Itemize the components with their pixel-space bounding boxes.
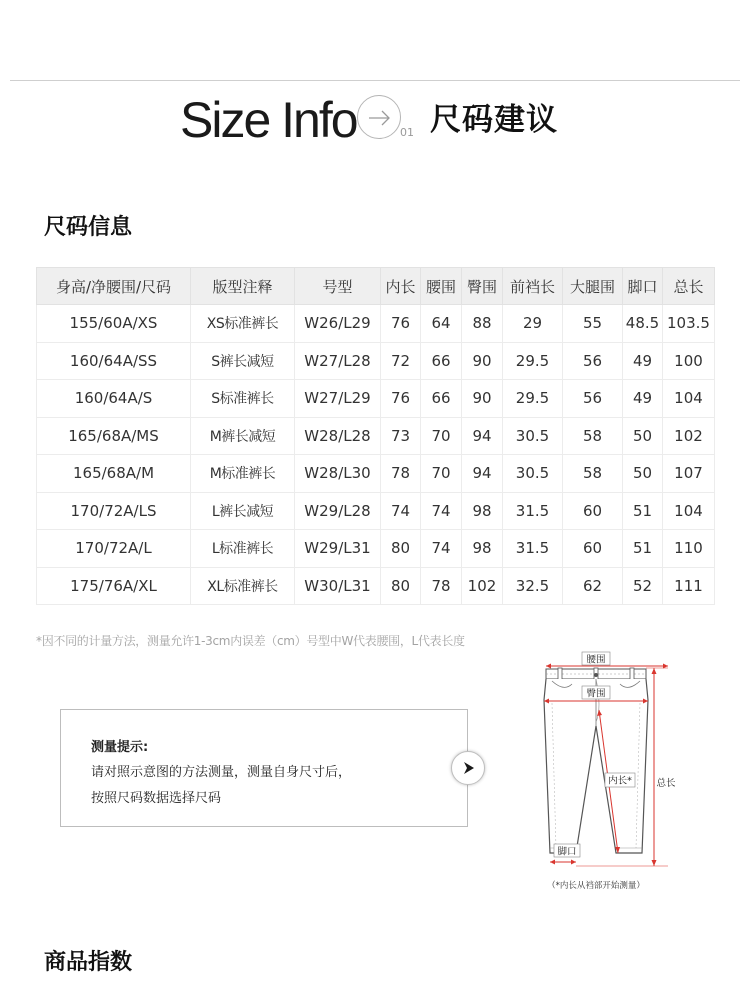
hem-label: 脚口 (557, 846, 577, 858)
cell-hem: 49 (623, 380, 663, 418)
measurement-footnote: *因不同的计量方法，测量允许1-3cm内误差（cm）号型中W代表腰围，L代表长度 (36, 634, 465, 648)
cell-thigh: 55 (563, 305, 623, 343)
cell-size-code: W28/L30 (295, 455, 381, 493)
pants-illustration (532, 648, 692, 898)
cell-hip: 98 (462, 530, 503, 568)
cell-inseam: 74 (381, 492, 421, 530)
pants-measurement-diagram (532, 648, 692, 898)
cell-front-rise: 30.5 (503, 455, 563, 493)
cell-front-rise: 29.5 (503, 380, 563, 418)
cell-size: 160/64A/SS (37, 342, 191, 380)
section-number: 01 (400, 126, 414, 139)
cell-thigh: 56 (563, 342, 623, 380)
size-table (36, 267, 715, 605)
tip-title: 测量提示: (91, 740, 149, 755)
cell-hip: 98 (462, 492, 503, 530)
cell-front-rise: 29 (503, 305, 563, 343)
cell-fit-note: L标准裤长 (191, 530, 295, 568)
header-inseam: 内长 (381, 268, 421, 305)
cell-total-length: 104 (663, 492, 715, 530)
tip-line-1: 请对照示意图的方法测量，测量自身尺寸后， (91, 765, 352, 780)
cell-waist: 66 (421, 342, 462, 380)
cell-waist: 74 (421, 492, 462, 530)
cell-hem: 52 (623, 567, 663, 605)
cell-total-length: 107 (663, 455, 715, 493)
cell-inseam: 73 (381, 417, 421, 455)
cell-waist: 64 (421, 305, 462, 343)
header-size-code: 号型 (295, 268, 381, 305)
cell-size: 170/72A/L (37, 530, 191, 568)
cell-front-rise: 30.5 (503, 417, 563, 455)
cell-thigh: 60 (563, 492, 623, 530)
cell-thigh: 58 (563, 455, 623, 493)
cell-size-code: W26/L29 (295, 305, 381, 343)
product-index-heading: 商品指数 (44, 950, 133, 975)
cell-total-length: 110 (663, 530, 715, 568)
cell-size-code: W27/L28 (295, 342, 381, 380)
cell-fit-note: M裤长减短 (191, 417, 295, 455)
cell-size-code: W28/L28 (295, 417, 381, 455)
cell-thigh: 58 (563, 417, 623, 455)
size-information-heading: 尺码信息 (44, 215, 133, 240)
cell-waist: 66 (421, 380, 462, 418)
cell-total-length: 102 (663, 417, 715, 455)
table-row (37, 567, 715, 605)
cell-size: 175/76A/XL (37, 567, 191, 605)
size-info-title: Size Info (180, 92, 357, 148)
header-fit-note: 版型注释 (191, 268, 295, 305)
cell-hip: 90 (462, 380, 503, 418)
cell-waist: 78 (421, 567, 462, 605)
cell-waist: 70 (421, 417, 462, 455)
header-front-rise: 前裆长 (503, 268, 563, 305)
arrow-right-icon (357, 95, 401, 139)
cell-hip: 88 (462, 305, 503, 343)
table-row (37, 492, 715, 530)
cell-size: 155/60A/XS (37, 305, 191, 343)
cell-hip: 94 (462, 455, 503, 493)
cell-total-length: 111 (663, 567, 715, 605)
cell-front-rise: 32.5 (503, 567, 563, 605)
header-height-waist-size: 身高/净腰围/尺码 (37, 268, 191, 305)
cell-hip: 102 (462, 567, 503, 605)
cell-hem: 49 (623, 342, 663, 380)
size-info-header (180, 90, 600, 150)
cell-fit-note: XS标准裤长 (191, 305, 295, 343)
table-header-row (37, 268, 715, 305)
cell-size-code: W29/L28 (295, 492, 381, 530)
cell-thigh: 62 (563, 567, 623, 605)
cell-size: 165/68A/MS (37, 417, 191, 455)
cell-fit-note: S标准裤长 (191, 380, 295, 418)
cell-hem: 50 (623, 417, 663, 455)
cell-inseam: 76 (381, 305, 421, 343)
cell-hem: 51 (623, 492, 663, 530)
hip-label: 臀围 (586, 688, 606, 700)
table-row (37, 305, 715, 343)
cell-size: 160/64A/S (37, 380, 191, 418)
table-row (37, 417, 715, 455)
cell-fit-note: S裤长减短 (191, 342, 295, 380)
header-hem: 脚口 (623, 268, 663, 305)
total-length-label: 总长 (656, 778, 676, 789)
cell-hip: 90 (462, 342, 503, 380)
cell-fit-note: XL标准裤长 (191, 567, 295, 605)
table-row (37, 530, 715, 568)
cell-waist: 70 (421, 455, 462, 493)
table-row (37, 380, 715, 418)
top-divider (10, 80, 740, 81)
inseam-note: （*内长从裆部开始测量） (547, 881, 645, 891)
header-hip: 臀围 (462, 268, 503, 305)
cell-waist: 74 (421, 530, 462, 568)
cell-size: 170/72A/LS (37, 492, 191, 530)
cell-hem: 51 (623, 530, 663, 568)
cell-thigh: 60 (563, 530, 623, 568)
cell-total-length: 104 (663, 380, 715, 418)
header-total-length: 总长 (663, 268, 715, 305)
cell-front-rise: 29.5 (503, 342, 563, 380)
cell-thigh: 56 (563, 380, 623, 418)
measurement-tip-box (60, 709, 468, 827)
inseam-label: 内长* (608, 775, 632, 787)
cell-fit-note: L裤长减短 (191, 492, 295, 530)
cell-inseam: 80 (381, 567, 421, 605)
waist-label: 腰围 (586, 654, 606, 666)
table-row (37, 455, 715, 493)
cell-hem: 50 (623, 455, 663, 493)
cell-inseam: 76 (381, 380, 421, 418)
cell-size-code: W29/L31 (295, 530, 381, 568)
chevron-right-icon (451, 751, 485, 785)
tip-line-2: 按照尺码数据选择尺码 (91, 791, 222, 806)
cell-size: 165/68A/M (37, 455, 191, 493)
cell-front-rise: 31.5 (503, 492, 563, 530)
cell-size-code: W30/L31 (295, 567, 381, 605)
cell-inseam: 72 (381, 342, 421, 380)
cell-front-rise: 31.5 (503, 530, 563, 568)
size-advice-title: 尺码建议 (430, 102, 558, 138)
cell-total-length: 100 (663, 342, 715, 380)
cell-total-length: 103.5 (663, 305, 715, 343)
table-row (37, 342, 715, 380)
cell-fit-note: M标准裤长 (191, 455, 295, 493)
cell-inseam: 78 (381, 455, 421, 493)
header-thigh: 大腿围 (563, 268, 623, 305)
cell-inseam: 80 (381, 530, 421, 568)
cell-hip: 94 (462, 417, 503, 455)
cell-size-code: W27/L29 (295, 380, 381, 418)
cell-hem: 48.5 (623, 305, 663, 343)
header-waist: 腰围 (421, 268, 462, 305)
